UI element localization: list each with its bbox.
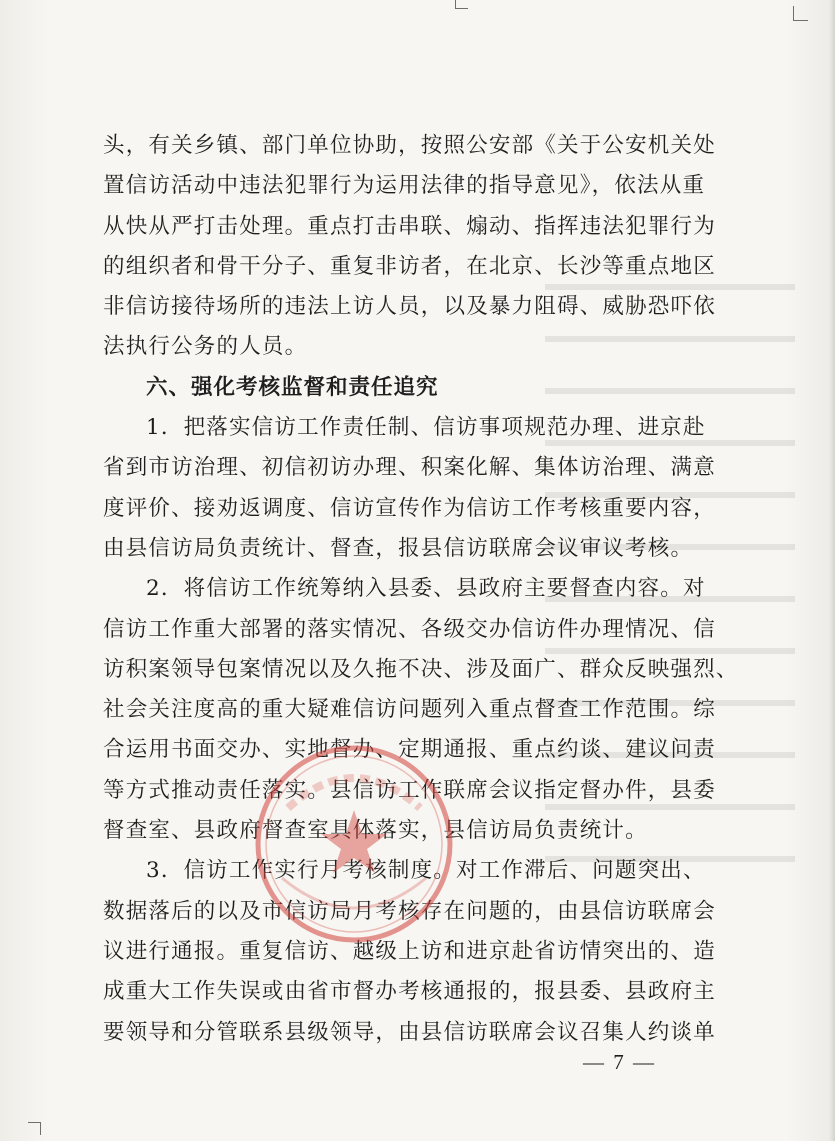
paragraph-continuation [103, 126, 716, 368]
item-3 [103, 851, 716, 1052]
text-line: 3．信访工作实行月考核制度。对工作滞后、问题突出、 [146, 858, 706, 884]
document-body [103, 126, 739, 1053]
crop-mark-top [455, 0, 468, 9]
page-number: — 7 — [583, 1050, 656, 1074]
text-line: 2．将信访工作统筹纳入县委、县政府主要督查内容。对 [146, 576, 706, 602]
text-line: 头，有关乡镇、部门单位协助，按照公安部《关于公安机关处 [103, 133, 716, 158]
text-line: 成重大工作失误或由省市督办考核通报的，报县委、县政府主 [103, 979, 716, 1005]
crop-mark-bottom-left [28, 1122, 41, 1135]
text-line: 社会关注度高的重大疑难信访问题列入重点督查工作范围。综 [103, 697, 716, 723]
text-line: 由县信访局负责统计、督查，报县信访联席会议审议考核。 [103, 535, 694, 561]
text-line: 非信访接待场所的违法上访人员，以及暴力阻碍、威胁恐吓依 [103, 294, 716, 320]
text-line: 度评价、接劝返调度、信访宣传作为信访工作考核重要内容， [103, 495, 716, 521]
text-line: 1．把落实信访工作责任制、信访事项规范办理、进京赴 [146, 415, 706, 441]
section-heading [103, 368, 683, 408]
text-line: 督查室、县政府督查室具体落实，县信访局负责统计。 [103, 818, 648, 844]
text-line: 要领导和分管联系县级领导，由县信访联席会议召集人约谈单 [103, 1019, 716, 1045]
text-line: 数据落后的以及市信访局月考核存在问题的，由县信访联席会 [103, 898, 716, 924]
text-line: 访积案领导包案情况以及久拖不决、涉及面广、群众反映强烈、 [103, 656, 739, 682]
text-line: 置信访活动中违法犯罪行为运用法律的指导意见》，依法从重 [103, 173, 706, 199]
text-line: 省到市访治理、初信初访办理、积案化解、集体访治理、满意 [103, 455, 716, 481]
text-line: 等方式推动责任落实。县信访工作联席会议指定督办件，县委 [103, 777, 716, 803]
text-line: 法执行公务的人员。 [103, 334, 308, 360]
text-line: 信访工作重大部署的落实情况、各级交办信访件办理情况、信 [103, 616, 716, 642]
crop-mark-top-right [793, 6, 808, 21]
item-2 [103, 569, 739, 851]
text-line: 从快从严打击处理。重点打击串联、煽动、指挥违法犯罪行为 [103, 213, 716, 239]
section-heading-text: 六、强化考核监督和责任追究 [146, 374, 439, 400]
item-1 [103, 408, 716, 569]
text-line: 的组织者和骨干分子、重复非访者，在北京、长沙等重点地区 [103, 253, 716, 279]
text-line: 合运用书面交办、实地督办、定期通报、重点约谈、建议问责 [103, 737, 716, 763]
text-line: 议进行通报。重复信访、越级上访和进京赴省访情突出的、造 [103, 938, 716, 964]
binding-edge-shadow [829, 0, 835, 1141]
